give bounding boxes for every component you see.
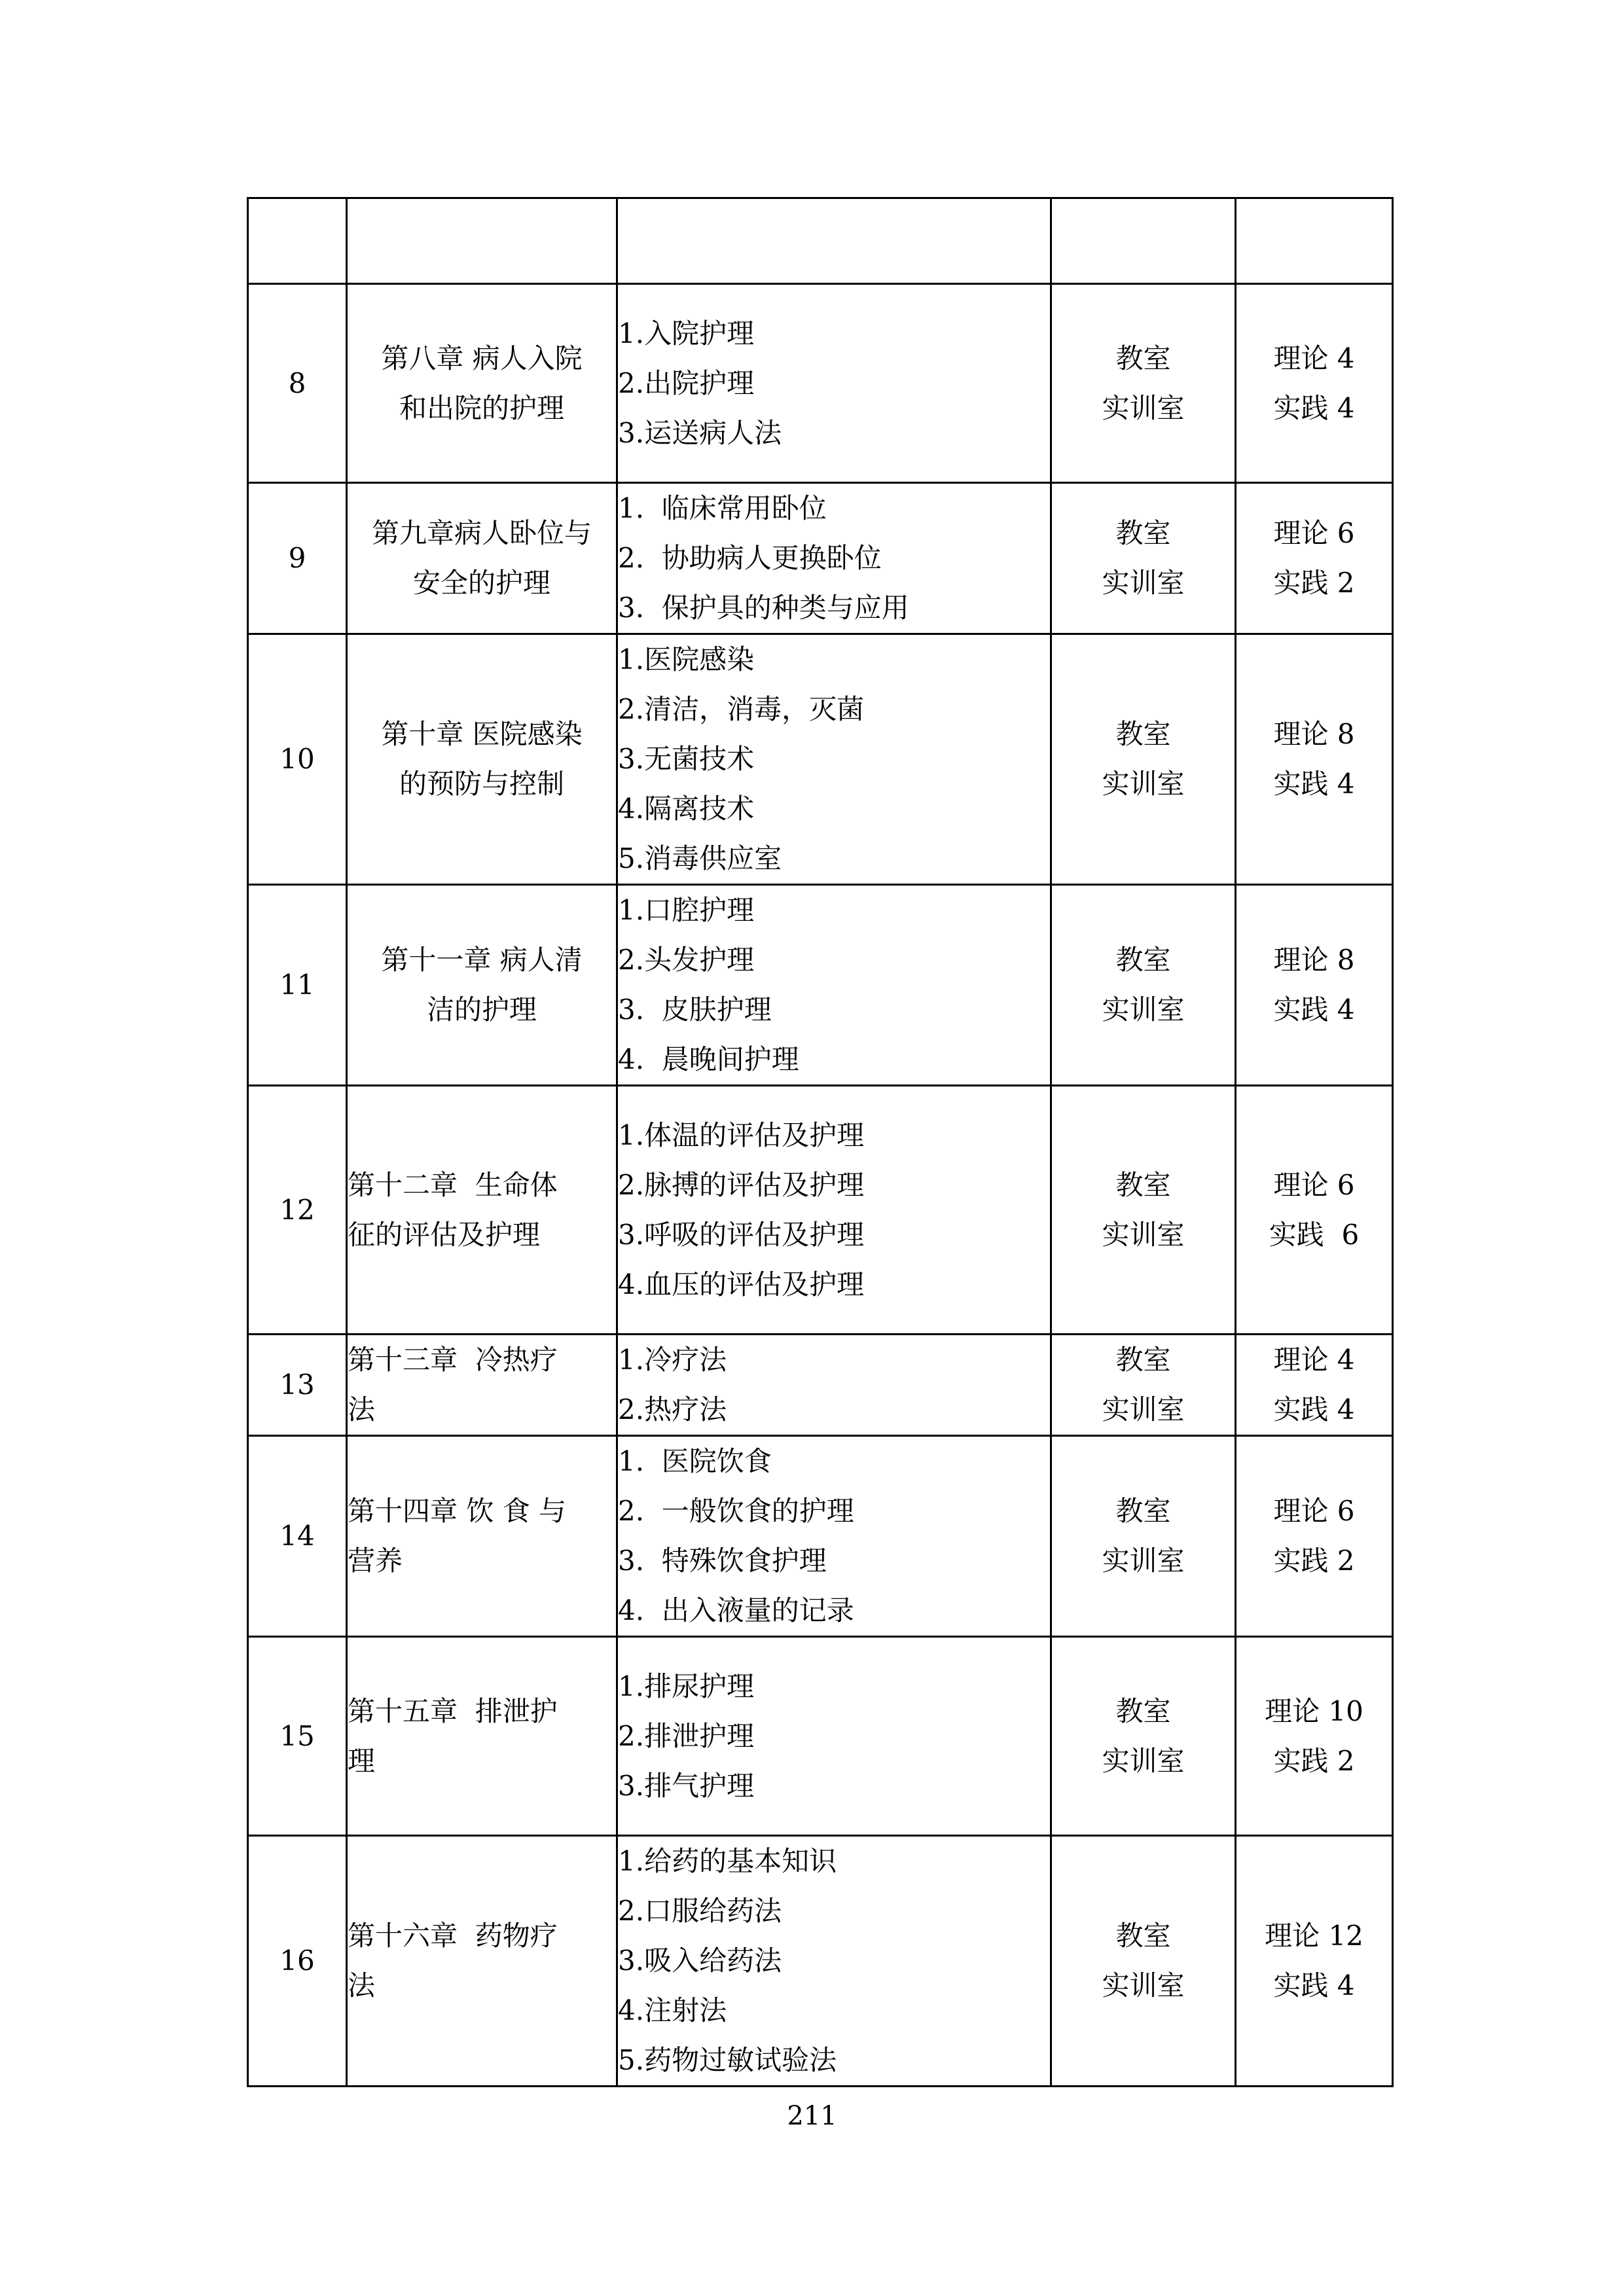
table-row: [248, 1836, 1393, 2087]
hours-cell: [1236, 198, 1393, 284]
location-cell: [1051, 1637, 1236, 1836]
hours-line: 理论 4: [1273, 342, 1355, 374]
content-item: 1.入院护理: [618, 317, 755, 350]
content-item: 4. 出入液量的记录: [618, 1594, 854, 1626]
content-item: 2.脉搏的评估及护理: [618, 1168, 865, 1201]
row-number-cell: 16: [248, 1836, 347, 2087]
location-cell: [1051, 1335, 1236, 1436]
row-number-cell: 12: [248, 1086, 347, 1335]
content-cell: [617, 1436, 1051, 1637]
location-line: 实训室: [1102, 567, 1185, 599]
hours-line: 理论 8: [1273, 944, 1355, 976]
hours-line: 实践 2: [1273, 567, 1355, 599]
location-line: 实训室: [1102, 768, 1185, 800]
content-item: 3. 皮肤护理: [618, 994, 772, 1026]
table-row: [248, 1335, 1393, 1436]
table-row: [248, 885, 1393, 1086]
chapter-line: 第十四章 饮 食 与: [348, 1495, 567, 1527]
content-item: 4.血压的评估及护理: [618, 1268, 865, 1300]
content-item: 2. 一般饮食的护理: [618, 1495, 854, 1527]
location-line: 实训室: [1102, 1218, 1185, 1251]
chapter-line: 和出院的护理: [399, 391, 564, 424]
table-row: [248, 1637, 1393, 1836]
chapter-line: 法: [348, 1393, 376, 1426]
content-item: 1.口腔护理: [618, 894, 755, 926]
hours-cell: [1236, 483, 1393, 634]
row-number-cell: 9: [248, 483, 347, 634]
content-item: 4.注射法: [618, 1994, 727, 2026]
hours-line: 理论 10: [1265, 1695, 1363, 1727]
content-item: 2.出院护理: [618, 367, 755, 399]
content-item: 1. 医院饮食: [618, 1445, 772, 1477]
hours-line: 实践 4: [1273, 391, 1355, 424]
location-line: 教室: [1115, 1920, 1171, 1952]
chapter-line: 第九章病人卧位与: [371, 517, 592, 549]
table-row: [248, 1436, 1393, 1637]
hours-cell: [1236, 1436, 1393, 1637]
chapter-line: 第十三章 冷热疗: [348, 1344, 558, 1376]
chapter-cell: [347, 634, 617, 885]
content-cell: [617, 198, 1051, 284]
content-item: 2.头发护理: [618, 944, 755, 976]
location-line: 教室: [1115, 1495, 1171, 1527]
row-number-cell: 14: [248, 1436, 347, 1637]
content-cell: [617, 1637, 1051, 1836]
hours-line: 理论 6: [1273, 517, 1355, 549]
location-line: 实训室: [1102, 391, 1185, 424]
content-item: 3. 特殊饮食护理: [618, 1545, 827, 1577]
content-cell: [617, 483, 1051, 634]
row-number-cell: 13: [248, 1335, 347, 1436]
location-line: 实训室: [1102, 1393, 1185, 1426]
row-number-cell: [248, 198, 347, 284]
hours-cell: [1236, 1637, 1393, 1836]
content-cell: [617, 1335, 1051, 1436]
hours-line: 理论 6: [1273, 1495, 1355, 1527]
chapter-cell: [347, 1836, 617, 2087]
location-cell: [1051, 284, 1236, 483]
content-item: 2. 协助病人更换卧位: [618, 542, 882, 574]
content-item: 2.清洁，消毒，灭菌: [618, 693, 865, 725]
chapter-line: 法: [348, 1969, 376, 2001]
content-item: 4.隔离技术: [618, 793, 755, 825]
location-cell: [1051, 885, 1236, 1086]
content-item: 1. 临床常用卧位: [618, 492, 827, 524]
content-item: 5.药物过敏试验法: [618, 2044, 837, 2076]
table-row: [248, 634, 1393, 885]
hours-line: 实践 4: [1273, 768, 1355, 800]
location-line: 教室: [1115, 1168, 1171, 1201]
content-item: 3.吸入给药法: [618, 1945, 782, 1977]
content-cell: [617, 1086, 1051, 1335]
content-item: 1.排尿护理: [618, 1670, 755, 1702]
location-line: 实训室: [1102, 1744, 1185, 1777]
location-line: 教室: [1115, 342, 1171, 374]
location-line: 教室: [1115, 944, 1171, 976]
row-number-cell: 10: [248, 634, 347, 885]
content-item: 3.无菌技术: [618, 743, 755, 775]
table-row: [248, 1086, 1393, 1335]
location-cell: [1051, 483, 1236, 634]
row-number-cell: 8: [248, 284, 347, 483]
hours-cell: [1236, 885, 1393, 1086]
chapter-cell: [347, 198, 617, 284]
content-item: 1.医院感染: [618, 643, 755, 675]
content-item: 3.排气护理: [618, 1769, 755, 1802]
location-cell: [1051, 1436, 1236, 1637]
row-number-cell: 11: [248, 885, 347, 1086]
content-item: 1.给药的基本知识: [618, 1845, 837, 1877]
content-item: 2.口服给药法: [618, 1895, 782, 1927]
hours-line: 理论 8: [1273, 718, 1355, 750]
content-item: 1.冷疗法: [618, 1344, 727, 1376]
hours-line: 实践 2: [1273, 1545, 1355, 1577]
content-cell: [617, 634, 1051, 885]
content-item: 3. 保护具的种类与应用: [618, 592, 909, 624]
location-cell: [1051, 1086, 1236, 1335]
hours-line: 理论 12: [1265, 1920, 1363, 1952]
content-item: 2.热疗法: [618, 1393, 727, 1426]
chapter-line: 第十二章 生命体: [348, 1168, 558, 1201]
location-line: 实训室: [1102, 1969, 1185, 2001]
location-cell: [1051, 634, 1236, 885]
chapter-line: 征的评估及护理: [348, 1218, 541, 1251]
hours-line: 实践 4: [1273, 1969, 1355, 2001]
chapter-cell: [347, 284, 617, 483]
content-item: 2.排泄护理: [618, 1719, 755, 1752]
location-line: 教室: [1115, 517, 1171, 549]
hours-cell: [1236, 634, 1393, 885]
hours-cell: [1236, 1836, 1393, 2087]
content-cell: [617, 885, 1051, 1086]
content-item: 5.消毒供应室: [618, 842, 782, 874]
content-item: 3.呼吸的评估及护理: [618, 1218, 865, 1251]
content-cell: [617, 1836, 1051, 2087]
location-cell: [1051, 198, 1236, 284]
table-row: [248, 284, 1393, 483]
chapter-line: 洁的护理: [426, 994, 537, 1026]
location-line: 教室: [1115, 1344, 1171, 1376]
chapter-line: 的预防与控制: [399, 768, 564, 800]
chapter-line: 第十五章 排泄护: [348, 1695, 558, 1727]
chapter-cell: [347, 1335, 617, 1436]
chapter-line: 第十章 医院感染: [381, 718, 583, 750]
chapter-cell: [347, 483, 617, 634]
chapter-line: 营养: [348, 1545, 403, 1577]
table-row: [248, 198, 1393, 284]
location-line: 实训室: [1102, 1545, 1185, 1577]
content-item: 3.运送病人法: [618, 416, 782, 449]
hours-cell: [1236, 284, 1393, 483]
chapter-cell: [347, 1086, 617, 1335]
location-cell: [1051, 1836, 1236, 2087]
chapter-cell: [347, 1436, 617, 1637]
hours-line: 实践 4: [1273, 994, 1355, 1026]
location-line: 教室: [1115, 718, 1171, 750]
chapter-cell: [347, 885, 617, 1086]
chapter-line: 第十一章 病人清: [381, 944, 583, 976]
course-schedule-table: [247, 197, 1394, 2087]
location-line: 实训室: [1102, 994, 1185, 1026]
hours-line: 实践 6: [1269, 1218, 1360, 1251]
page-number: 211: [787, 2101, 837, 2131]
row-number-cell: 15: [248, 1637, 347, 1836]
content-item: 4. 晨晚间护理: [618, 1043, 799, 1075]
chapter-cell: [347, 1637, 617, 1836]
chapter-line: 安全的护理: [412, 567, 550, 599]
hours-line: 实践 4: [1273, 1393, 1355, 1426]
chapter-line: 第八章 病人入院: [381, 342, 583, 374]
content-item: 1.体温的评估及护理: [618, 1119, 865, 1151]
hours-line: 实践 2: [1273, 1744, 1355, 1777]
chapter-line: 第十六章 药物疗: [348, 1920, 558, 1952]
table-row: [248, 483, 1393, 634]
content-cell: [617, 284, 1051, 483]
hours-cell: [1236, 1086, 1393, 1335]
hours-line: 理论 6: [1273, 1168, 1355, 1201]
hours-cell: [1236, 1335, 1393, 1436]
hours-line: 理论 4: [1273, 1344, 1355, 1376]
chapter-line: 理: [348, 1744, 376, 1777]
location-line: 教室: [1115, 1695, 1171, 1727]
